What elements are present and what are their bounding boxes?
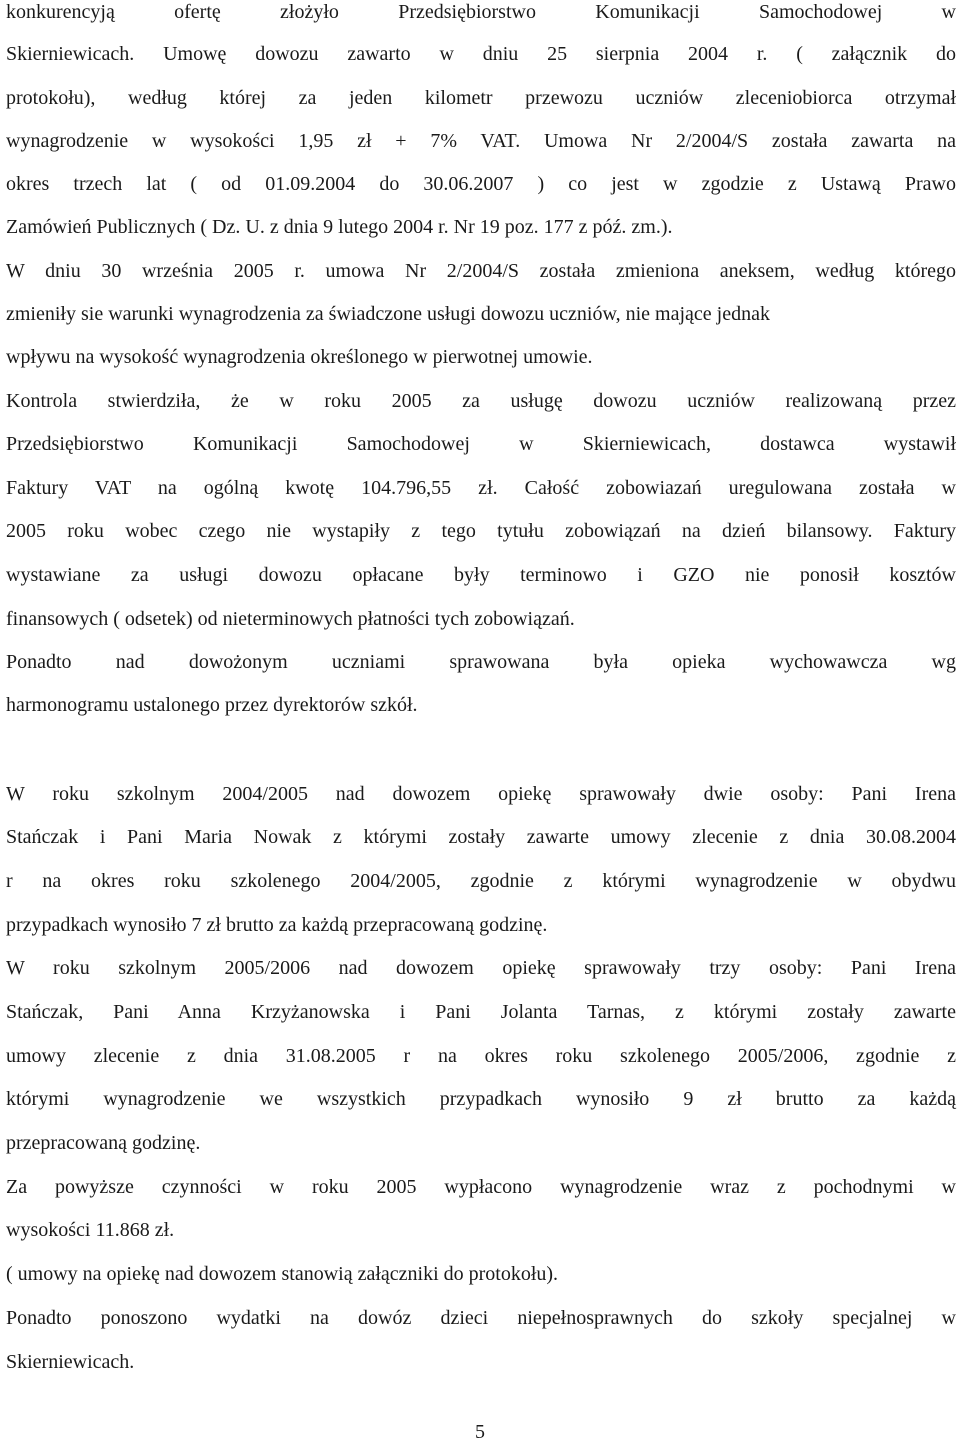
text-line: konkurencyją ofertę złożyło Przedsiębiorstwo Komunikacji Samochodowej w bbox=[6, 1, 956, 23]
text-line: Ponadto nad dowożonym uczniami sprawowana była opieka wychowawcza wg bbox=[6, 651, 956, 673]
text-line: finansowych ( odsetek) od nieterminowych płatności tych zobowiązań. bbox=[6, 608, 575, 630]
text-line: wysokości 11.868 zł. bbox=[6, 1219, 175, 1241]
text-line: przypadkach wynosiło 7 zł brutto za każdą przepracowaną godzinę. bbox=[6, 914, 548, 936]
text-line: ( umowy na opiekę nad dowozem stanowią załączniki do protokołu). bbox=[6, 1263, 559, 1285]
text-line: W roku szkolnym 2005/2006 nad dowozem opiekę sprawowały trzy osoby: Pani Irena bbox=[6, 957, 956, 979]
text-line: Za powyższe czynności w roku 2005 wypłacono wynagrodzenie wraz z pochodnymi w bbox=[6, 1176, 956, 1198]
text-line: Skierniewicach. Umowę dowozu zawarto w dniu 25 sierpnia 2004 r. ( załącznik do bbox=[6, 43, 956, 65]
text-line: zmieniły sie warunki wynagrodzenia za świadczone usługi dowozu uczniów, nie mające jednak bbox=[6, 303, 770, 325]
text-line: r na okres roku szkolenego 2004/2005, zgodnie z którymi wynagrodzenie w obydwu bbox=[6, 870, 956, 892]
text-line: którymi wynagrodzenie we wszystkich przypadkach wynosiło 9 zł brutto za każdą bbox=[6, 1088, 956, 1110]
text-line: Stańczak, Pani Anna Krzyżanowska i Pani Jolanta Tarnas, z którymi zostały zawarte bbox=[6, 1001, 956, 1023]
text-line: Skierniewicach. bbox=[6, 1351, 135, 1373]
text-line: umowy zlecenie z dnia 31.08.2005 r na okres roku szkolenego 2005/2006, zgodnie z bbox=[6, 1045, 956, 1067]
text-line: protokołu), według której za jeden kilometr przewozu uczniów zleceniobiorca otrzymał bbox=[6, 87, 956, 109]
text-line: Stańczak i Pani Maria Nowak z którymi zostały zawarte umowy zlecenie z dnia 30.08.2004 bbox=[6, 826, 956, 848]
page-number: 5 bbox=[475, 1421, 485, 1443]
text-line: Zamówień Publicznych ( Dz. U. z dnia 9 lutego 2004 r. Nr 19 poz. 177 z póź. zm.). bbox=[6, 216, 673, 238]
text-line: Kontrola stwierdziła, że w roku 2005 za usługę dowozu uczniów realizowaną przez bbox=[6, 390, 956, 412]
text-line: Ponadto ponoszono wydatki na dowóz dzieci niepełnosprawnych do szkoły specjalnej w bbox=[6, 1307, 956, 1329]
text-line: okres trzech lat ( od 01.09.2004 do 30.06.2007 ) co jest w zgodzie z Ustawą Prawo bbox=[6, 173, 956, 195]
text-line: Faktury VAT na ogólną kwotę 104.796,55 zł. Całość zobowiazań uregulowana została w bbox=[6, 477, 956, 499]
text-line: 2005 roku wobec czego nie wystapiły z tego tytułu zobowiązań na dzień bilansowy. Faktury bbox=[6, 520, 956, 542]
text-line: W roku szkolnym 2004/2005 nad dowozem opiekę sprawowały dwie osoby: Pani Irena bbox=[6, 783, 956, 805]
text-line: harmonogramu ustalonego przez dyrektorów szkół. bbox=[6, 694, 418, 716]
text-line: W dniu 30 września 2005 r. umowa Nr 2/2004/S została zmieniona aneksem, według którego bbox=[6, 260, 956, 282]
text-line: wpływu na wysokość wynagrodzenia określonego w pierwotnej umowie. bbox=[6, 346, 593, 368]
text-line: wynagrodzenie w wysokości 1,95 zł + 7% VAT. Umowa Nr 2/2004/S została zawarta na bbox=[6, 130, 956, 152]
text-line: wystawiane za usługi dowozu opłacane były terminowo i GZO nie ponosił kosztów bbox=[6, 564, 956, 586]
text-line: przepracowaną godzinę. bbox=[6, 1132, 201, 1154]
text-line: Przedsiębiorstwo Komunikacji Samochodowej w Skierniewicach, dostawca wystawił bbox=[6, 433, 956, 455]
